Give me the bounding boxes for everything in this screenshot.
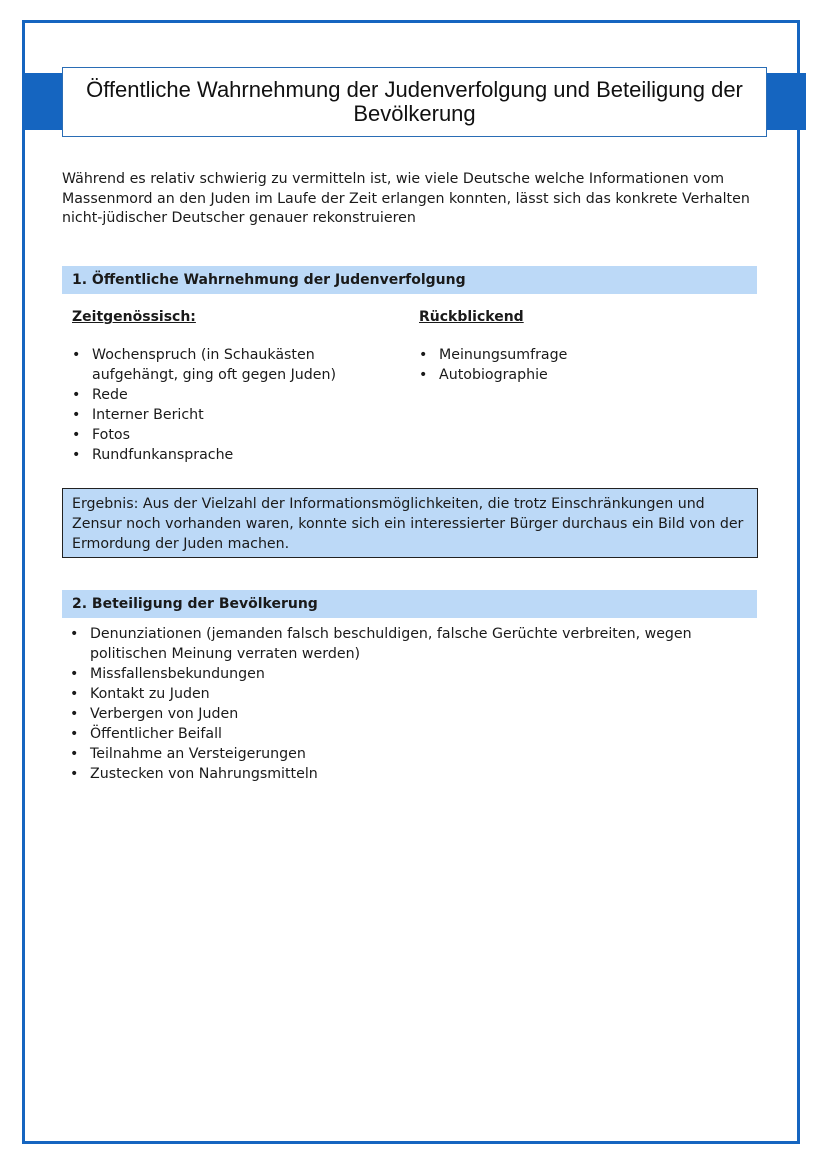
list-item: • Kontakt zu Juden — [70, 684, 770, 704]
list-item: • Verbergen von Juden — [70, 704, 770, 724]
list-item: • Interner Bericht — [72, 405, 402, 425]
column-retrospective — [419, 307, 749, 385]
section-heading-1: 1. Öffentliche Wahrnehmung der Judenverfolgung — [62, 266, 757, 294]
list-item: • Fotos — [72, 425, 402, 445]
column-contemporary — [72, 307, 402, 465]
title-box — [62, 67, 767, 137]
section-heading-2: 2. Beteiligung der Bevölkerung — [62, 590, 757, 618]
contemporary-list — [72, 345, 402, 465]
page-title: Öffentliche Wahrnehmung der Judenverfolgung und Beteiligung der Bevölkerung — [86, 77, 743, 126]
participation-list-container — [70, 624, 770, 784]
column-heading-retrospective: Rückblickend — [419, 309, 524, 325]
list-item: • Missfallensbekundungen — [70, 664, 770, 684]
column-heading-contemporary: Zeitgenössisch: — [72, 309, 196, 325]
list-item: • Rundfunkansprache — [72, 445, 402, 465]
list-item: • Rede — [72, 385, 402, 405]
list-item: • Autobiographie — [419, 365, 749, 385]
list-item: • Öffentlicher Beifall — [70, 724, 770, 744]
result-box: Ergebnis: Aus der Vielzahl der Informationsmöglichkeiten, die trotz Einschränkungen und Zensur noch vorhanden waren, konnte sich ein interessierter Bürger durchaus ein Bild von der Ermordung der Juden machen. — [62, 488, 758, 558]
intro-text: Während es relativ schwierig zu vermitteln ist, wie viele Deutsche welche Informationen vom Massenmord an den Juden im Laufe der Zeit erlangen konnten, lässt sich das konkrete Verhalten nicht-jüdischer Deutscher genauer rekonstruieren — [62, 171, 750, 226]
list-item: • Meinungsumfrage — [419, 345, 749, 365]
retrospective-list — [419, 345, 749, 385]
list-item: • Zustecken von Nahrungsmitteln — [70, 764, 770, 784]
participation-list — [70, 624, 770, 784]
list-item: • Teilnahme an Versteigerungen — [70, 744, 770, 764]
list-item: • Wochenspruch (in Schaukästen aufgehängt, ging oft gegen Juden) — [72, 345, 402, 385]
list-item: • Denunziationen (jemanden falsch beschuldigen, falsche Gerüchte verbreiten, wegen politischen Meinung verraten werden) — [70, 624, 770, 664]
